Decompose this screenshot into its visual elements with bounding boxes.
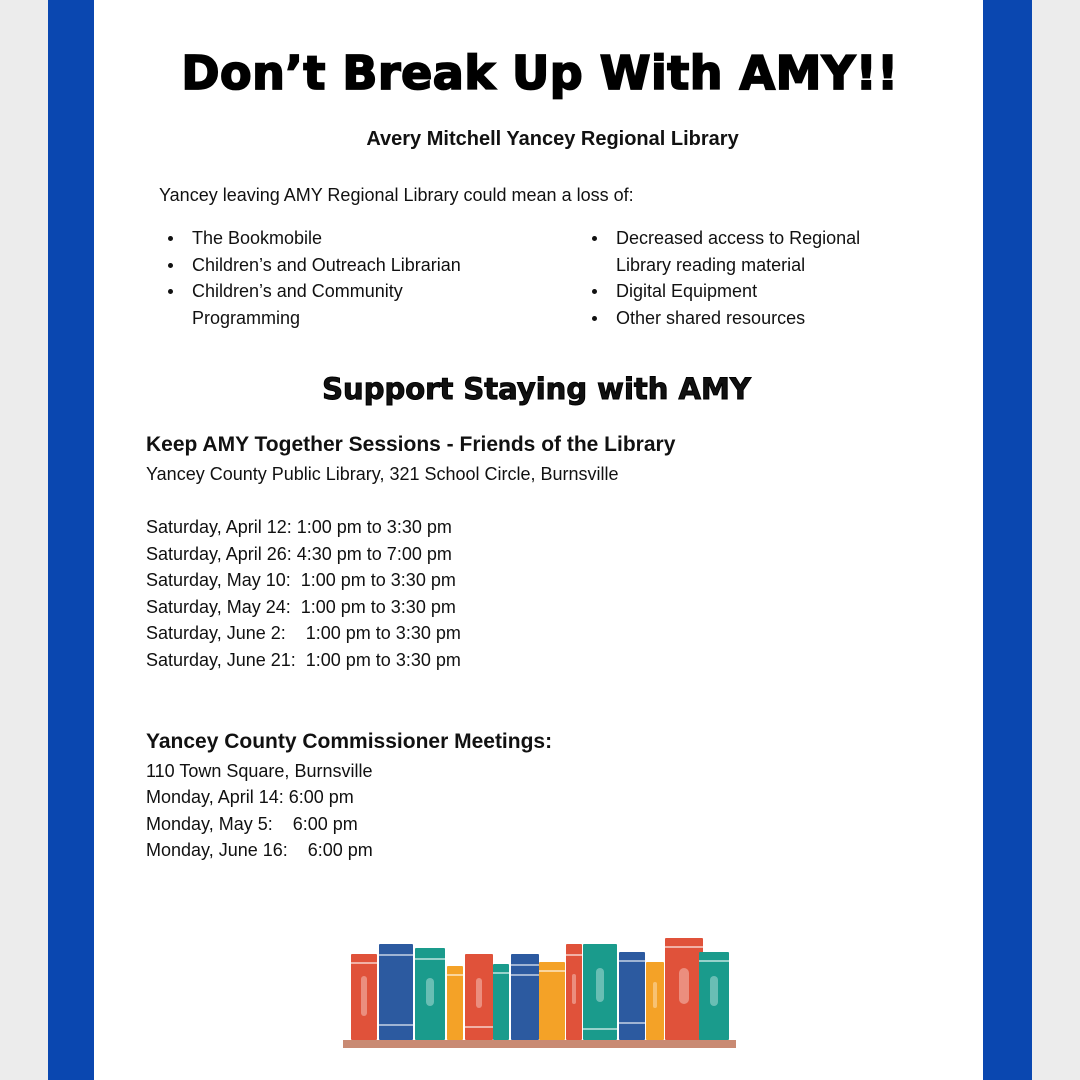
page-sheet: [94, 0, 983, 1080]
session-date: Saturday, April 26: 4:30 pm to 7:00 pm: [146, 544, 452, 564]
meetings-location: 110 Town Square, Burnsville: [146, 761, 373, 781]
meeting-date: Monday, June 16: 6:00 pm: [146, 840, 373, 860]
session-date: Saturday, May 24: 1:00 pm to 3:30 pm: [146, 597, 456, 617]
book: [583, 944, 617, 1040]
list-item: Digital Equipment: [583, 278, 903, 305]
list-item: Children’s and Community Programming: [159, 278, 489, 331]
session-date: Saturday, May 10: 1:00 pm to 3:30 pm: [146, 570, 456, 590]
list-item: The Bookmobile: [159, 225, 489, 252]
loss-list-right: [583, 225, 903, 331]
book: [511, 954, 539, 1040]
book: [465, 954, 493, 1040]
book: [539, 962, 565, 1040]
book: [379, 944, 413, 1040]
left-blue-border: [48, 0, 94, 1080]
book: [646, 962, 664, 1040]
book: [351, 954, 377, 1040]
list-item: Other shared resources: [583, 305, 903, 332]
right-blue-border: [983, 0, 1032, 1080]
support-heading: Support Staying with AMY: [322, 372, 751, 406]
library-name: Avery Mitchell Yancey Regional Library: [366, 128, 739, 150]
book: [415, 948, 445, 1040]
meeting-date: Monday, May 5: 6:00 pm: [146, 814, 358, 834]
meeting-date: Monday, April 14: 6:00 pm: [146, 787, 354, 807]
book: [699, 952, 729, 1040]
book: [665, 938, 703, 1040]
page-title: Don’t Break Up With AMY!!: [181, 46, 899, 100]
book: [493, 964, 509, 1040]
book: [447, 966, 463, 1040]
session-date: Saturday, June 21: 1:00 pm to 3:30 pm: [146, 650, 461, 670]
shelf: [343, 1040, 736, 1048]
session-date: Saturday, June 2: 1:00 pm to 3:30 pm: [146, 623, 461, 643]
sessions-location: Yancey County Public Library, 321 School Circle, Burnsville: [146, 464, 619, 484]
sessions-heading: Keep AMY Together Sessions - Friends of the Library: [146, 433, 676, 456]
list-item: Decreased access to Regional Library reading material: [583, 225, 903, 278]
bookshelf-illustration: [343, 936, 736, 1048]
book: [619, 952, 645, 1040]
list-item: Children’s and Outreach Librarian: [159, 252, 489, 279]
session-date: Saturday, April 12: 1:00 pm to 3:30 pm: [146, 517, 452, 537]
book: [566, 944, 582, 1040]
meetings-heading: Yancey County Commissioner Meetings:: [146, 730, 553, 753]
loss-intro: Yancey leaving AMY Regional Library could mean a loss of:: [159, 185, 634, 205]
loss-list-left: [159, 225, 489, 331]
